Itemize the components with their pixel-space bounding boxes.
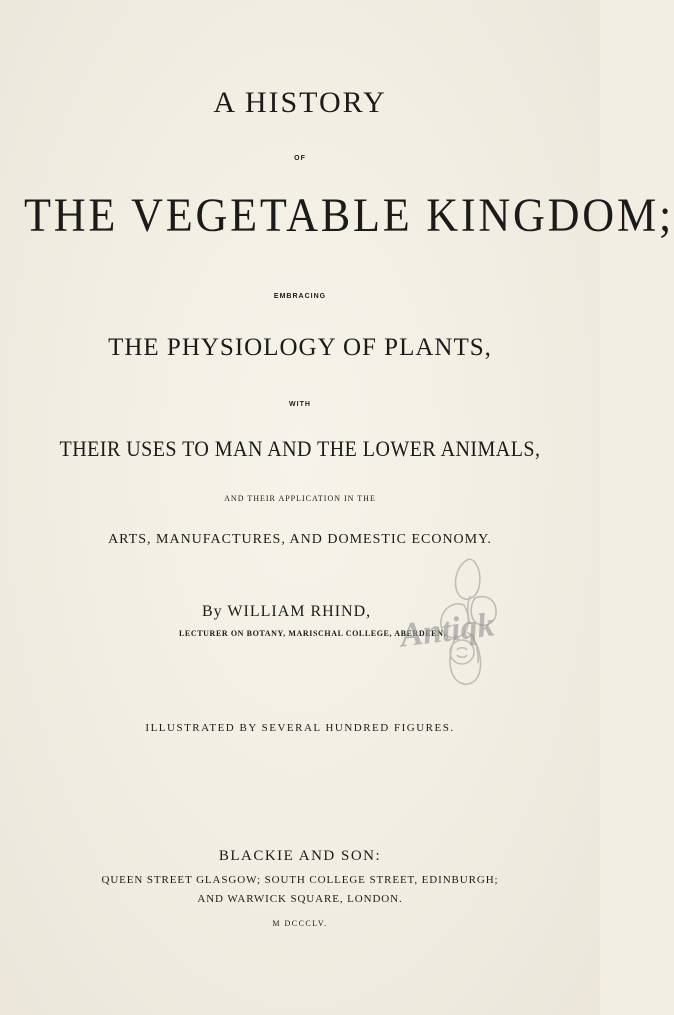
author-prefix: By: [202, 603, 223, 620]
author-line: [202, 603, 371, 621]
subtitle-arts: ARTS, MANUFACTURES, AND DOMESTIC ECONOMY.: [108, 532, 492, 547]
title-line-a-history: A HISTORY: [213, 86, 387, 119]
small-connector-of: OF: [294, 155, 306, 162]
publication-date: M DCCCLV.: [272, 919, 328, 928]
subtitle-physiology: THE PHYSIOLOGY OF PLANTS,: [108, 334, 492, 361]
publisher-address-line-1: QUEEN STREET GLASGOW; SOUTH COLLEGE STREET, EDINBURGH;: [101, 874, 499, 886]
small-connector-with: WITH: [289, 401, 311, 408]
main-title: THE VEGETABLE KINGDOM;: [24, 189, 674, 242]
author-affiliation: LECTURER ON BOTANY, MARISCHAL COLLEGE, ABERDEEN.: [179, 629, 447, 638]
publisher-name: BLACKIE AND SON:: [218, 848, 382, 864]
subtitle-uses: THEIR USES TO MAN AND THE LOWER ANIMALS,: [59, 436, 541, 461]
watermark-text: Antiqk: [398, 606, 497, 655]
illustration-note: ILLUSTRATED BY SEVERAL HUNDRED FIGURES.: [145, 722, 455, 734]
flower-watermark-icon: [383, 552, 553, 702]
publisher-address-line-2: AND WARWICK SQUARE, LONDON.: [197, 893, 403, 905]
small-connector-application: AND THEIR APPLICATION IN THE: [224, 494, 376, 503]
author-name: WILLIAM RHIND,: [227, 603, 372, 620]
small-connector-embracing: EMBRACING: [273, 293, 327, 300]
